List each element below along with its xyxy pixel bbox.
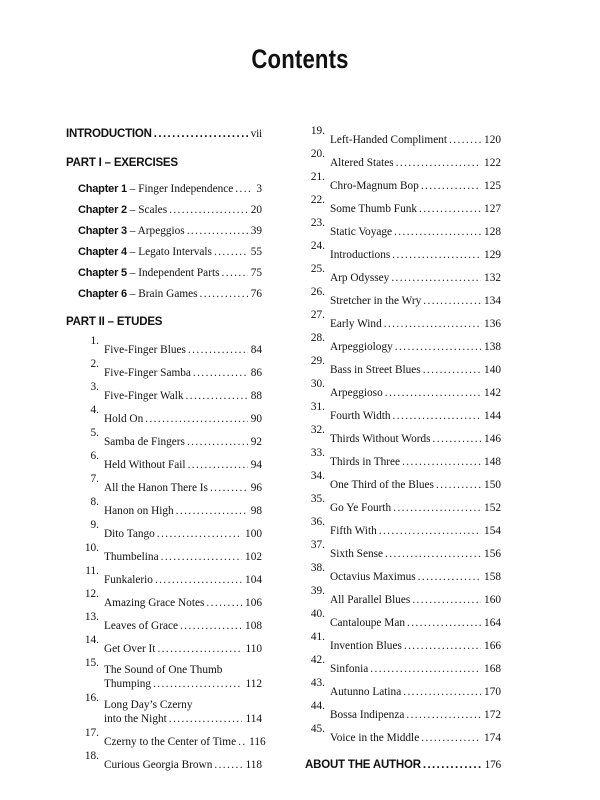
toc-entry-etude[interactable] (305, 216, 501, 239)
chapter-page: 3 (256, 183, 262, 195)
etude-number: 7. (90, 473, 99, 485)
etude-page: 96 (250, 482, 262, 494)
dot-leader (187, 224, 248, 238)
dot-leader (370, 662, 481, 676)
etude-number: 17. (84, 727, 99, 739)
etude-number: 30. (310, 378, 325, 390)
etude-page: 140 (484, 364, 501, 376)
etude-page: 158 (484, 571, 501, 583)
etude-page: 150 (484, 479, 501, 491)
etude-title: Go Ye Fourth (330, 502, 392, 514)
etude-title: Long Day’s Czerny (104, 699, 193, 711)
dot-leader (393, 501, 481, 515)
chapter-name: Scales (138, 204, 168, 216)
chapter-separator: – (126, 225, 138, 237)
dot-leader (200, 287, 248, 301)
etude-page: 170 (484, 686, 501, 698)
dot-leader (210, 481, 248, 495)
toc-entry-etude[interactable] (79, 495, 262, 518)
etude-number: 42. (310, 654, 325, 666)
etude-title: Arpeggioso (330, 387, 383, 399)
etude-title: Five-Finger Samba (104, 367, 191, 379)
toc-right-column (305, 124, 501, 771)
dot-leader (421, 179, 481, 193)
chapter-page: 76 (250, 288, 262, 300)
toc-entry-chapter[interactable] (66, 280, 262, 301)
etude-title: Hold On (104, 413, 144, 425)
dot-leader (384, 317, 481, 331)
etude-page: 122 (484, 157, 501, 169)
dot-leader (396, 156, 481, 170)
toc-entry-etude[interactable] (305, 124, 501, 147)
toc-entry-etude[interactable] (79, 564, 262, 587)
etude-number: 12. (84, 588, 99, 600)
etude-number: 13. (84, 611, 99, 623)
dot-leader (403, 685, 481, 699)
etude-number: 10. (84, 542, 99, 554)
etude-title: Bass in Street Blues (330, 364, 421, 376)
etude-title: Held Without Fail (104, 459, 186, 471)
dot-leader (154, 128, 248, 140)
toc-entry-etude[interactable] (305, 262, 501, 285)
dot-leader (394, 225, 481, 239)
etude-title-block (104, 698, 262, 726)
chapter-name: Arpeggios (137, 225, 185, 237)
toc-entry-etude[interactable] (79, 691, 262, 726)
dot-leader (404, 639, 481, 653)
toc-entry-etude[interactable] (79, 426, 262, 449)
dot-leader (391, 271, 481, 285)
dot-leader (188, 343, 248, 357)
etude-page: 160 (484, 594, 501, 606)
chapter-label: Chapter 6 (78, 288, 127, 300)
etude-title: Leaves of Grace (104, 620, 179, 632)
chapter-title (78, 203, 167, 217)
etude-title: Invention Blues (330, 640, 402, 652)
etude-number: 3. (90, 381, 99, 393)
dot-leader (412, 593, 481, 607)
etude-title: Arp Odyssey (330, 272, 390, 284)
etude-title: Static Voyage (330, 226, 393, 238)
toc-entry-etude[interactable] (305, 170, 501, 193)
chapter-title (78, 266, 220, 280)
etude-page: 148 (484, 456, 501, 468)
toc-entry-etude[interactable] (305, 147, 501, 170)
dot-leader (385, 547, 481, 561)
toc-entry-chapter[interactable] (66, 175, 262, 196)
etude-title: Fifth With (330, 525, 377, 537)
etude-title: Samba de Fingers (104, 436, 185, 448)
etude-number: 16. (84, 692, 99, 704)
etude-title: All the Hanon There Is (104, 482, 208, 494)
chapter-label: Chapter 2 (78, 204, 127, 216)
etude-number: 23. (310, 217, 325, 229)
etude-title: Altered States (330, 157, 394, 169)
etude-number: 1. (90, 335, 99, 347)
toc-entry-etude[interactable] (305, 377, 501, 400)
chapter-title (78, 287, 198, 301)
etude-title: Get Over It (104, 643, 156, 655)
dot-leader (418, 570, 481, 584)
chapter-page: 55 (250, 246, 262, 258)
dot-leader (235, 182, 253, 196)
etude-page: 142 (484, 387, 501, 399)
dot-leader (161, 550, 242, 564)
etude-number: 24. (310, 240, 325, 252)
etude-page: 106 (245, 597, 262, 609)
toc-entry-etude[interactable] (305, 561, 501, 584)
toc-entry-chapter[interactable] (66, 217, 262, 238)
etude-title: Hanon on High (104, 505, 174, 517)
toc-entry-etude[interactable] (79, 449, 262, 472)
etude-page: 84 (250, 344, 262, 356)
etude-title: Sixth Sense (330, 548, 384, 560)
etude-page: 132 (484, 272, 501, 284)
toc-entry-etude[interactable] (305, 607, 501, 630)
dot-leader (433, 432, 482, 446)
etude-title: Fourth Width (330, 410, 391, 422)
chapter-page: 75 (250, 267, 262, 279)
etude-page: 110 (245, 643, 262, 655)
etude-title: Dito Tango (104, 528, 155, 540)
etude-page: 90 (250, 413, 262, 425)
toc-entry-etude[interactable] (305, 446, 501, 469)
toc-entry-etude[interactable] (79, 656, 262, 691)
dot-leader (169, 203, 248, 217)
chapter-label: Chapter 4 (78, 246, 127, 258)
etude-number: 6. (90, 450, 99, 462)
etude-list-right (305, 124, 501, 745)
page-title: Contents (251, 44, 349, 74)
toc-entry-etude[interactable] (305, 354, 501, 377)
etude-title-line2-row (104, 677, 262, 691)
chapter-title (78, 245, 212, 259)
dot-leader (214, 758, 242, 772)
etude-page: 146 (484, 433, 501, 445)
etude-title: Arpeggiology (330, 341, 393, 353)
etude-page: 92 (250, 436, 262, 448)
etude-page: 98 (250, 505, 262, 517)
dot-leader (157, 527, 242, 541)
etude-page: 174 (484, 732, 501, 744)
dot-leader (395, 340, 481, 354)
etude-title: Bossa Indipenza (330, 709, 405, 721)
etude-page: 172 (484, 709, 501, 721)
etude-number: 31. (310, 401, 325, 413)
dot-leader (402, 455, 481, 469)
etude-title: Amazing Grace Notes (104, 597, 205, 609)
dot-leader (449, 133, 481, 147)
chapter-page: 39 (250, 225, 262, 237)
dot-leader (436, 478, 481, 492)
dot-leader (145, 412, 247, 426)
toc-entry-etude[interactable] (305, 676, 501, 699)
chapter-label: Chapter 1 (78, 183, 127, 195)
etude-title: Some Thumb Funk (330, 203, 418, 215)
toc-entry-etude[interactable] (305, 699, 501, 722)
dot-leader (238, 735, 246, 749)
dot-leader (423, 759, 482, 771)
toc-entry-etude[interactable] (305, 239, 501, 262)
toc-entry-etude[interactable] (79, 633, 262, 656)
etude-number: 41. (310, 631, 325, 643)
dot-leader (392, 248, 481, 262)
etude-number: 15. (84, 657, 99, 669)
chapter-name: Legato Intervals (138, 246, 212, 258)
etude-title: Curious Georgia Brown (104, 759, 213, 771)
etude-title: Funkalerio (104, 574, 153, 586)
dot-leader (222, 266, 248, 280)
toc-entry-chapter[interactable] (66, 259, 262, 280)
dot-leader (155, 573, 242, 587)
etude-number: 37. (310, 539, 325, 551)
etude-page: 144 (484, 410, 501, 422)
etude-number: 38. (310, 562, 325, 574)
etude-page: 114 (245, 713, 262, 725)
chapter-separator: – (126, 183, 139, 195)
etude-page: 134 (484, 295, 501, 307)
etude-title-line2-row (104, 712, 262, 726)
etude-title: Sinfonia (330, 663, 369, 675)
etude-page: 102 (245, 551, 262, 563)
etude-number: 36. (310, 516, 325, 528)
etude-title-block (104, 663, 262, 691)
etude-number: 35. (310, 493, 325, 505)
part1-heading: PART I – EXERCISES (66, 157, 178, 169)
etude-title: Autunno Latina (330, 686, 402, 698)
toc-entry-etude[interactable] (305, 538, 501, 561)
dot-leader (153, 677, 242, 691)
etude-title: Thirds Without Words (330, 433, 431, 445)
introduction-label: INTRODUCTION (66, 128, 152, 140)
toc-entry-about-author[interactable] (305, 759, 501, 771)
introduction-page: vii (250, 128, 262, 140)
etude-number: 8. (90, 496, 99, 508)
etude-page: 127 (484, 203, 501, 215)
etude-title-line2: Thumping (104, 678, 152, 690)
chapter-list (66, 175, 262, 301)
etude-page: 156 (484, 548, 501, 560)
etude-number: 2. (90, 358, 99, 370)
dot-leader (419, 202, 481, 216)
dot-leader (157, 642, 242, 656)
dot-leader (406, 708, 481, 722)
about-label: ABOUT THE AUTHOR (305, 759, 421, 771)
dot-leader (214, 245, 248, 259)
toc-left-column (66, 128, 266, 772)
etude-list-left (66, 334, 266, 772)
etude-number: 9. (90, 519, 99, 531)
etude-title: Thumbelina (104, 551, 159, 563)
etude-number: 27. (310, 309, 325, 321)
etude-page: 138 (484, 341, 501, 353)
dot-leader (393, 409, 482, 423)
etude-page: 152 (484, 502, 501, 514)
etude-page: 136 (484, 318, 501, 330)
etude-page: 116 (249, 736, 266, 748)
toc-entry-introduction[interactable] (66, 128, 262, 140)
toc-entry-etude[interactable] (79, 380, 262, 403)
etude-title: Stretcher in the Wry (330, 295, 422, 307)
chapter-name: Independent Parts (138, 267, 220, 279)
etude-page: 166 (484, 640, 501, 652)
toc-entry-etude[interactable] (305, 285, 501, 308)
etude-number: 44. (310, 700, 325, 712)
etude-title: Czerny to the Center of Time (104, 736, 237, 748)
etude-page: 164 (484, 617, 501, 629)
toc-entry-etude[interactable] (305, 400, 501, 423)
toc-entry-etude[interactable] (305, 423, 501, 446)
etude-page: 168 (484, 663, 501, 675)
etude-page: 112 (245, 678, 262, 690)
etude-number: 29. (310, 355, 325, 367)
chapter-name: Finger Independence (138, 183, 234, 195)
etude-title: Thirds in Three (330, 456, 401, 468)
toc-entry-etude[interactable] (79, 726, 266, 749)
toc-entry-chapter[interactable] (66, 238, 262, 259)
dot-leader (193, 366, 248, 380)
etude-page: 128 (484, 226, 501, 238)
chapter-label: Chapter 3 (78, 225, 127, 237)
dot-leader (407, 616, 481, 630)
toc-entry-etude[interactable] (79, 541, 262, 564)
dot-leader (379, 524, 481, 538)
etude-page: 120 (484, 134, 501, 146)
etude-number: 21. (310, 171, 325, 183)
toc-entry-etude[interactable] (305, 630, 501, 653)
etude-page: 118 (245, 759, 262, 771)
dot-leader (186, 389, 248, 403)
etude-number: 22. (310, 194, 325, 206)
etude-number: 4. (90, 404, 99, 416)
etude-page: 125 (484, 180, 501, 192)
etude-title: Five-Finger Blues (104, 344, 186, 356)
etude-number: 26. (310, 286, 325, 298)
chapter-label: Chapter 5 (78, 267, 127, 279)
etude-number: 19. (310, 125, 325, 137)
toc-entry-etude[interactable] (79, 403, 262, 426)
toc-entry-etude[interactable] (79, 472, 262, 495)
chapter-title (78, 224, 185, 238)
etude-title: Introductions (330, 249, 391, 261)
etude-number: 25. (310, 263, 325, 275)
toc-entry-etude[interactable] (305, 653, 501, 676)
chapter-separator: – (126, 246, 139, 258)
dot-leader (385, 386, 481, 400)
toc-entry-etude[interactable] (79, 357, 262, 380)
chapter-separator: – (126, 288, 139, 300)
etude-number: 45. (310, 723, 325, 735)
dot-leader (188, 458, 248, 472)
etude-title: Chro-Magnum Bop (330, 180, 419, 192)
etude-title-line2: into the Night (104, 713, 167, 725)
about-page: 176 (484, 759, 501, 771)
toc-entry-etude[interactable] (79, 749, 262, 772)
etude-page: 100 (245, 528, 262, 540)
etude-number: 28. (310, 332, 325, 344)
etude-page: 104 (245, 574, 262, 586)
chapter-separator: – (126, 204, 139, 216)
etude-page: 88 (250, 390, 262, 402)
etude-number: 40. (310, 608, 325, 620)
etude-number: 11. (85, 565, 99, 577)
etude-title: Voice in the Middle (330, 732, 420, 744)
etude-number: 18. (84, 750, 99, 762)
etude-number: 32. (310, 424, 325, 436)
etude-number: 14. (84, 634, 99, 646)
etude-title: All Parallel Blues (330, 594, 411, 606)
etude-page: 154 (484, 525, 501, 537)
etude-number: 39. (310, 585, 325, 597)
etude-title: Octavius Maximus (330, 571, 416, 583)
toc-entry-etude[interactable] (305, 492, 501, 515)
part2-heading: PART II – ETUDES (66, 316, 163, 328)
chapter-name: Brain Games (138, 288, 198, 300)
dot-leader (176, 504, 248, 518)
etude-page: 94 (250, 459, 262, 471)
chapter-page: 20 (250, 204, 262, 216)
toc-entry-etude[interactable] (305, 722, 501, 745)
etude-title: One Third of the Blues (330, 479, 434, 491)
toc-entry-etude[interactable] (305, 308, 501, 331)
toc-entry-etude[interactable] (305, 469, 501, 492)
toc-entry-etude[interactable] (79, 587, 262, 610)
chapter-separator: – (126, 267, 139, 279)
etude-title: Cantaloupe Man (330, 617, 405, 629)
etude-number: 43. (310, 677, 325, 689)
toc-entry-etude[interactable] (305, 584, 501, 607)
dot-leader (187, 435, 248, 449)
toc-entry-etude[interactable] (305, 193, 501, 216)
dot-leader (423, 294, 481, 308)
dot-leader (421, 731, 481, 745)
etude-number: 20. (310, 148, 325, 160)
etude-title: The Sound of One Thumb (104, 664, 223, 676)
toc-entry-etude[interactable] (79, 334, 262, 357)
dot-leader (169, 712, 243, 726)
toc-entry-etude[interactable] (79, 518, 262, 541)
dot-leader (180, 619, 242, 633)
toc-entry-etude[interactable] (305, 515, 501, 538)
dot-leader (423, 363, 481, 377)
toc-entry-etude[interactable] (305, 331, 501, 354)
chapter-title (78, 182, 233, 196)
etude-number: 34. (310, 470, 325, 482)
etude-page: 129 (484, 249, 501, 261)
etude-title: Left-Handed Compliment (330, 134, 448, 146)
etude-number: 33. (310, 447, 325, 459)
etude-title: Five-Finger Walk (104, 390, 184, 402)
toc-entry-etude[interactable] (79, 610, 262, 633)
dot-leader (206, 596, 242, 610)
etude-page: 108 (245, 620, 262, 632)
toc-entry-chapter[interactable] (66, 196, 262, 217)
etude-title: Early Wind (330, 318, 382, 330)
etude-number: 5. (90, 427, 99, 439)
etude-page: 86 (250, 367, 262, 379)
